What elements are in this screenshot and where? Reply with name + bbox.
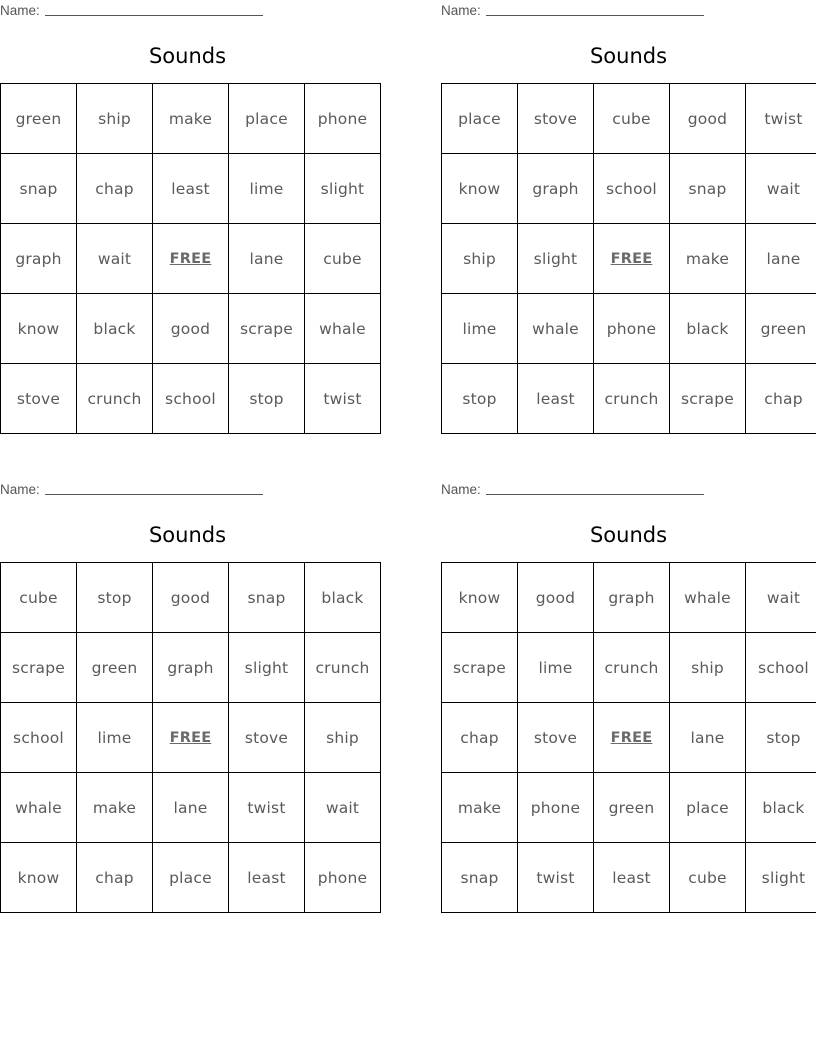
- grid-cell: stop: [229, 364, 305, 434]
- grid-cell: least: [518, 364, 594, 434]
- grid-cell: place: [229, 84, 305, 154]
- grid-cell: wait: [746, 154, 816, 224]
- grid-cell: slight: [229, 633, 305, 703]
- grid-cell: wait: [77, 224, 153, 294]
- grid-row: [442, 294, 816, 364]
- bingo-card-2: [441, 0, 816, 434]
- grid-cell: snap: [442, 843, 518, 913]
- grid-cell: lane: [746, 224, 816, 294]
- grid-cell: green: [1, 84, 77, 154]
- grid-cell: school: [746, 633, 816, 703]
- bingo-grid: [0, 562, 381, 913]
- grid-cell: whale: [305, 294, 381, 364]
- grid-cell: lime: [229, 154, 305, 224]
- grid-cell: school: [1, 703, 77, 773]
- grid-cell: green: [77, 633, 153, 703]
- grid-cell: snap: [670, 154, 746, 224]
- free-space-cell: FREE: [153, 703, 229, 773]
- grid-cell: lime: [442, 294, 518, 364]
- grid-cell: phone: [594, 294, 670, 364]
- grid-cell: black: [77, 294, 153, 364]
- grid-cell: crunch: [594, 364, 670, 434]
- card-title: Sounds: [148, 523, 227, 547]
- grid-cell: cube: [594, 84, 670, 154]
- free-space-cell: FREE: [594, 224, 670, 294]
- grid-row: [1, 154, 381, 224]
- grid-cell: ship: [670, 633, 746, 703]
- grid-cell: ship: [442, 224, 518, 294]
- name-field[interactable]: [45, 494, 263, 495]
- grid-row: [1, 84, 381, 154]
- grid-cell: ship: [305, 703, 381, 773]
- grid-cell: make: [670, 224, 746, 294]
- grid-cell: know: [1, 843, 77, 913]
- grid-cell: least: [229, 843, 305, 913]
- grid-cell: whale: [670, 563, 746, 633]
- name-label: Name:: [441, 482, 481, 497]
- grid-row: [1, 294, 381, 364]
- grid-row: [442, 703, 816, 773]
- grid-row: [442, 84, 816, 154]
- grid-cell: phone: [305, 843, 381, 913]
- grid-cell: make: [77, 773, 153, 843]
- grid-cell: stop: [746, 703, 816, 773]
- grid-row: [1, 364, 381, 434]
- grid-cell: good: [153, 294, 229, 364]
- grid-row: [442, 154, 816, 224]
- grid-cell: stop: [442, 364, 518, 434]
- bingo-card-4: [441, 479, 816, 913]
- grid-cell: chap: [77, 154, 153, 224]
- grid-cell: lime: [77, 703, 153, 773]
- grid-row: [442, 773, 816, 843]
- name-field[interactable]: [45, 15, 263, 16]
- grid-cell: place: [670, 773, 746, 843]
- grid-cell: graph: [1, 224, 77, 294]
- grid-cell: cube: [1, 563, 77, 633]
- grid-cell: school: [153, 364, 229, 434]
- grid-cell: stove: [518, 703, 594, 773]
- grid-cell: good: [670, 84, 746, 154]
- grid-row: [1, 843, 381, 913]
- grid-cell: ship: [77, 84, 153, 154]
- grid-cell: green: [746, 294, 816, 364]
- name-label: Name:: [0, 3, 40, 18]
- grid-row: [442, 364, 816, 434]
- card-title: Sounds: [589, 523, 668, 547]
- name-label: Name:: [441, 3, 481, 18]
- grid-cell: twist: [518, 843, 594, 913]
- grid-row: [442, 224, 816, 294]
- grid-cell: black: [305, 563, 381, 633]
- grid-cell: cube: [670, 843, 746, 913]
- grid-cell: good: [153, 563, 229, 633]
- bingo-card-3: [0, 479, 375, 913]
- grid-cell: phone: [518, 773, 594, 843]
- grid-cell: lane: [153, 773, 229, 843]
- grid-row: [442, 633, 816, 703]
- grid-cell: snap: [229, 563, 305, 633]
- grid-cell: graph: [153, 633, 229, 703]
- grid-cell: twist: [305, 364, 381, 434]
- grid-cell: graph: [594, 563, 670, 633]
- grid-cell: whale: [1, 773, 77, 843]
- bingo-grid: [0, 83, 381, 434]
- grid-cell: crunch: [77, 364, 153, 434]
- grid-cell: scrape: [1, 633, 77, 703]
- grid-cell: scrape: [670, 364, 746, 434]
- grid-cell: twist: [229, 773, 305, 843]
- grid-cell: scrape: [442, 633, 518, 703]
- grid-cell: least: [594, 843, 670, 913]
- grid-cell: crunch: [594, 633, 670, 703]
- grid-cell: green: [594, 773, 670, 843]
- grid-cell: scrape: [229, 294, 305, 364]
- grid-cell: lane: [670, 703, 746, 773]
- grid-cell: stove: [1, 364, 77, 434]
- free-space-cell: FREE: [594, 703, 670, 773]
- bingo-grid: [441, 562, 816, 913]
- grid-cell: place: [442, 84, 518, 154]
- grid-cell: lane: [229, 224, 305, 294]
- grid-row: [442, 563, 816, 633]
- grid-cell: graph: [518, 154, 594, 224]
- grid-cell: chap: [442, 703, 518, 773]
- grid-cell: slight: [518, 224, 594, 294]
- grid-row: [1, 773, 381, 843]
- grid-cell: crunch: [305, 633, 381, 703]
- grid-cell: wait: [746, 563, 816, 633]
- name-label: Name:: [0, 482, 40, 497]
- grid-row: [442, 843, 816, 913]
- grid-cell: phone: [305, 84, 381, 154]
- grid-cell: snap: [1, 154, 77, 224]
- grid-cell: least: [153, 154, 229, 224]
- card-title: Sounds: [148, 44, 227, 68]
- grid-cell: make: [442, 773, 518, 843]
- grid-cell: know: [1, 294, 77, 364]
- name-field[interactable]: [486, 494, 704, 495]
- grid-cell: black: [670, 294, 746, 364]
- grid-cell: black: [746, 773, 816, 843]
- grid-row: [1, 563, 381, 633]
- grid-row: [1, 633, 381, 703]
- grid-cell: slight: [746, 843, 816, 913]
- grid-cell: stove: [518, 84, 594, 154]
- grid-cell: wait: [305, 773, 381, 843]
- grid-cell: stove: [229, 703, 305, 773]
- name-field[interactable]: [486, 15, 704, 16]
- grid-cell: stop: [77, 563, 153, 633]
- grid-cell: cube: [305, 224, 381, 294]
- grid-cell: school: [594, 154, 670, 224]
- bingo-grid: [441, 83, 816, 434]
- grid-row: [1, 703, 381, 773]
- bingo-card-1: [0, 0, 375, 434]
- grid-cell: lime: [518, 633, 594, 703]
- grid-cell: good: [518, 563, 594, 633]
- card-title: Sounds: [589, 44, 668, 68]
- grid-cell: know: [442, 154, 518, 224]
- grid-cell: slight: [305, 154, 381, 224]
- grid-cell: chap: [746, 364, 816, 434]
- grid-cell: chap: [77, 843, 153, 913]
- grid-row: [1, 224, 381, 294]
- grid-cell: place: [153, 843, 229, 913]
- grid-cell: make: [153, 84, 229, 154]
- free-space-cell: FREE: [153, 224, 229, 294]
- grid-cell: whale: [518, 294, 594, 364]
- grid-cell: twist: [746, 84, 816, 154]
- grid-cell: know: [442, 563, 518, 633]
